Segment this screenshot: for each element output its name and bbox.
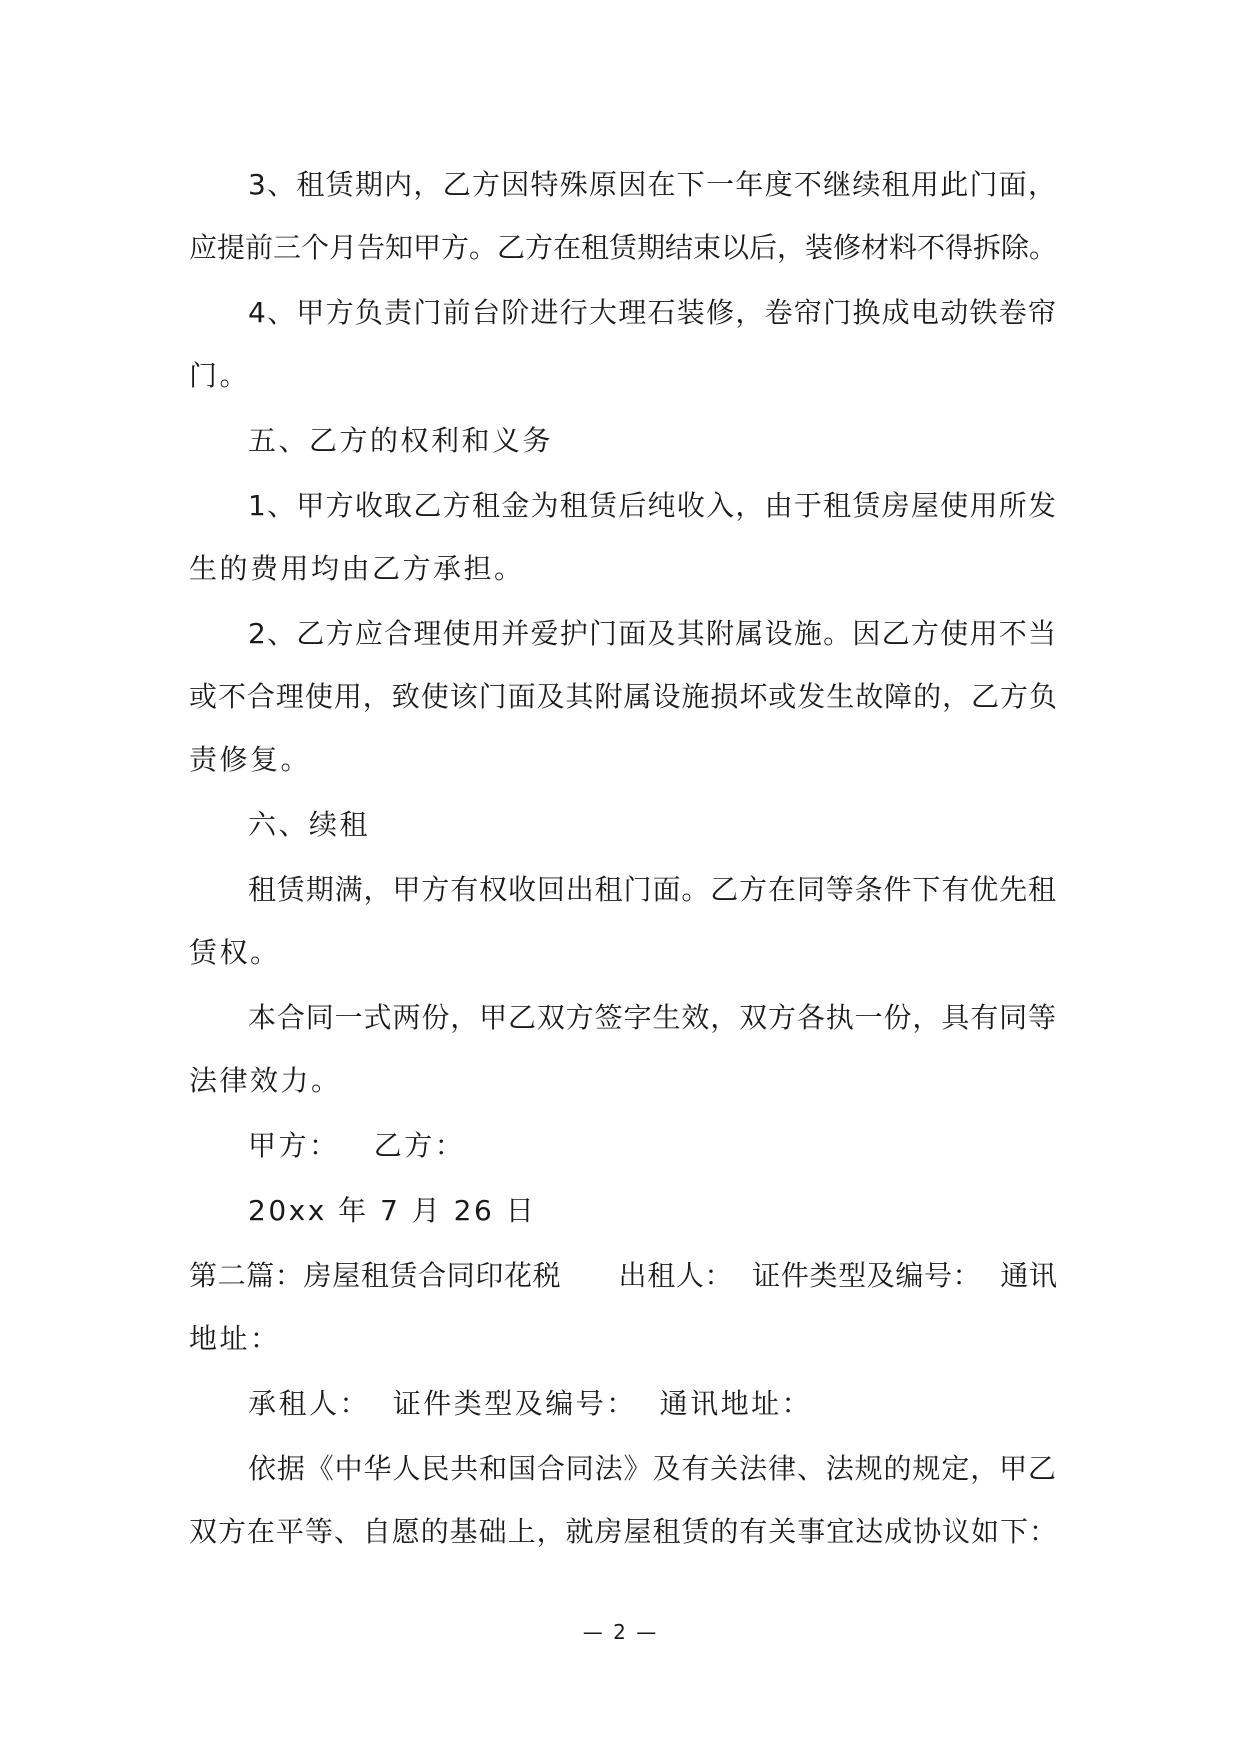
section-heading: 五、乙方的权利和义务 xyxy=(248,424,554,457)
paragraph-line: 3、租赁期内，乙方因特殊原因在下一年度不继续租用此门面， xyxy=(248,168,1056,201)
paragraph-line: 法律效力。 xyxy=(189,1064,342,1097)
paragraph-line: 地址： xyxy=(189,1322,281,1355)
paragraph-line: 双方在平等、自愿的基础上，就房屋租赁的有关事宜达成协议如下： xyxy=(189,1515,1057,1548)
paragraph-line: 本合同一式两份，甲乙双方签字生效，双方各执一份，具有同等 xyxy=(248,1001,1056,1034)
paragraph-line: 门。 xyxy=(189,359,251,392)
paragraph-line: 或不合理使用，致使该门面及其附属设施损坏或发生故障的，乙方负 xyxy=(189,680,1057,713)
signature-line: 甲方： 乙方： xyxy=(248,1129,466,1162)
paragraph-line: 租赁期满，甲方有权收回出租门面。乙方在同等条件下有优先租 xyxy=(248,873,1056,906)
paragraph-line: 1、甲方收取乙方租金为租赁后纯收入，由于租赁房屋使用所发 xyxy=(248,489,1056,522)
page-number: — 2 — xyxy=(582,1620,659,1644)
paragraph-line: 2、乙方应合理使用并爱护门面及其附属设施。因乙方使用不当 xyxy=(248,617,1056,650)
paragraph-line: 生的费用均由乙方承担。 xyxy=(189,552,525,585)
second-contract-title-line: 第二篇：房屋租赁合同印花税 出租人： 证件类型及编号： 通讯 xyxy=(189,1259,1057,1292)
section-heading: 六、续租 xyxy=(248,808,371,841)
paragraph-line: 责修复。 xyxy=(189,743,312,776)
paragraph-line: 依据《中华人民共和国合同法》及有关法律、法规的规定，甲乙 xyxy=(248,1452,1056,1485)
date-line: 20xx 年 7 月 26 日 xyxy=(248,1194,537,1227)
paragraph-line: 4、甲方负责门前台阶进行大理石装修，卷帘门换成电动铁卷帘 xyxy=(248,296,1056,329)
paragraph-line: 赁权。 xyxy=(189,936,281,969)
paragraph-line: 应提前三个月告知甲方。乙方在租赁期结束以后，装修材料不得拆除。 xyxy=(189,231,1058,264)
lessee-line: 承租人： 证件类型及编号： 通讯地址： xyxy=(248,1387,813,1420)
